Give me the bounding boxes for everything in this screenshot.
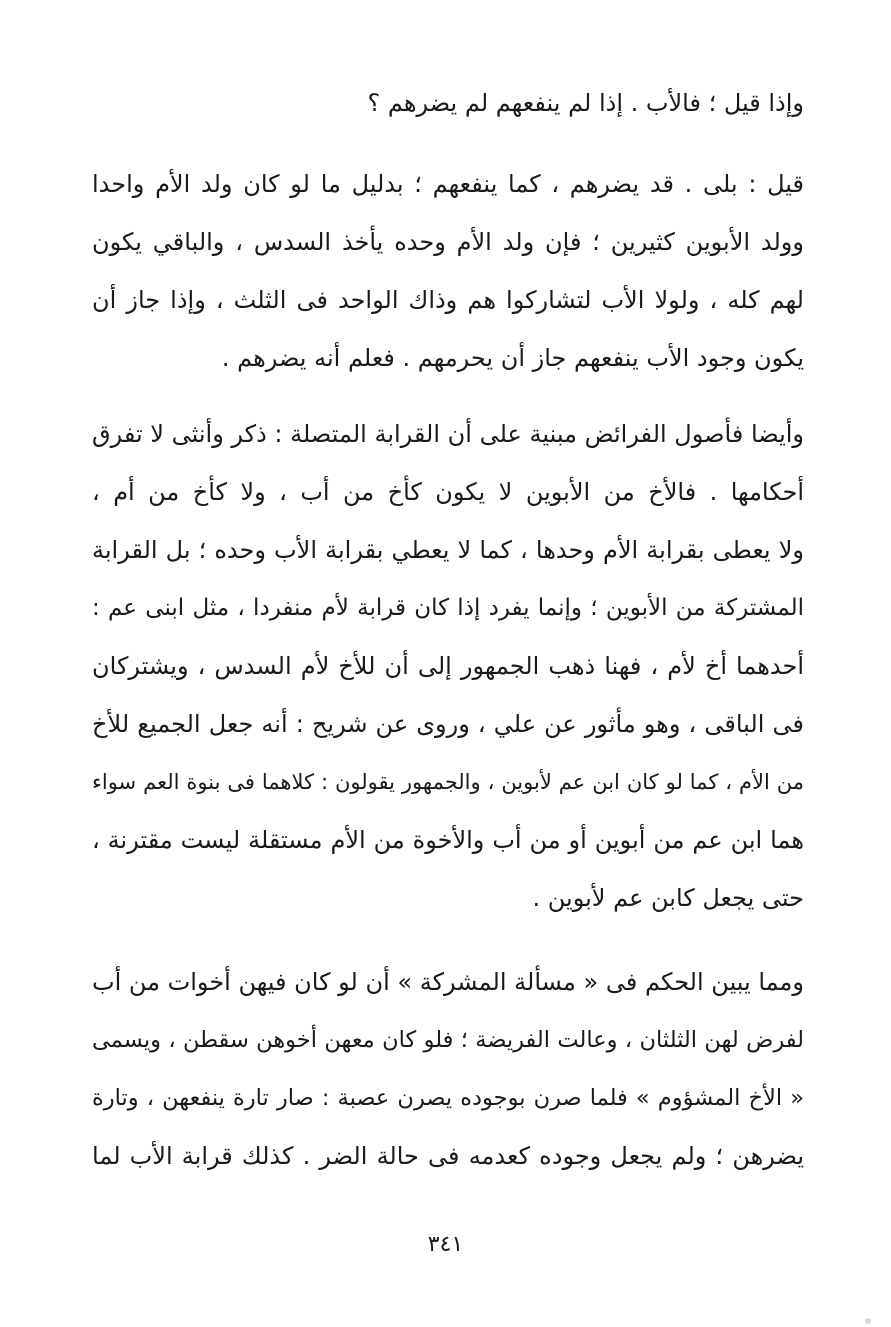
text-line: وإذا قيل ؛ فالأب . إذا لم ينفعهم لم يضرهم ؟ bbox=[367, 89, 804, 117]
text-line: يضرهن ؛ ولم يجعل وجوده كعدمه فى حالة الضر . كذلك قرابة الأب لما bbox=[92, 1142, 804, 1170]
scan-speck bbox=[865, 1318, 871, 1324]
text-line: « الأخ المشؤوم » فلما صرن بوجوده يصرن عصبة : صار تارة ينفعهن ، وتارة bbox=[92, 1085, 804, 1111]
text-line: وأيضا فأصول الفرائض مبنية على أن القرابة المتصلة : ذكر وأنثى لا تفرق bbox=[91, 420, 804, 448]
text-line: حتى يجعل كابن عم لأبوين . bbox=[532, 884, 804, 912]
text-line: يكون وجود الأب ينفعهم جاز أن يحرمهم . فعلم أنه يضرهم . bbox=[221, 344, 804, 372]
text-line: وولد الأبوين كثيرين ؛ فإن ولد الأم وحده يأخذ السدس ، والباقي يكون bbox=[92, 228, 804, 256]
text-line: أحدهما أخ لأم ، فهنا ذهب الجمهور إلى أن للأخ لأم السدس ، ويشتركان bbox=[92, 652, 804, 680]
text-line: ومما يبين الحكم فى « مسألة المشركة » أن لو كان فيهن أخوات من أب bbox=[92, 968, 804, 996]
text-line: فى الباقى ، وهو مأثور عن علي ، وروى عن شريح : أنه جعل الجميع للأخ bbox=[92, 710, 804, 738]
text-line: لهم كله ، ولولا الأب لتشاركوا هم وذاك الواحد فى الثلث ، وإذا جاز أن bbox=[92, 286, 804, 314]
paragraph-2 bbox=[92, 155, 804, 387]
text-line: قيل : بلى . قد يضرهم ، كما ينفعهم ؛ بدليل ما لو كان ولد الأم واحدا bbox=[92, 170, 804, 198]
page-number: ٣٤١ bbox=[427, 1232, 464, 1257]
text-line: المشتركة من الأبوين ؛ وإنما يفرد إذا كان قرابة لأم منفردا ، مثل ابنى عم : bbox=[92, 595, 804, 621]
text-line: من الأم ، كما لو كان ابن عم لأبوين ، والجمهور يقولون : كلاهما فى بنوة العم سواء bbox=[92, 770, 804, 794]
text-line: هما ابن عم من أبوين أو من أب والأخوة من الأم مستقلة ليست مقترنة ، bbox=[92, 826, 804, 854]
paragraph-3 bbox=[92, 405, 804, 927]
text-line: ولا يعطى بقرابة الأم وحدها ، كما لا يعطي بقرابة الأب وحده ؛ بل القرابة bbox=[92, 536, 804, 564]
paragraph-4 bbox=[92, 953, 804, 1185]
text-line: لفرض لهن الثلثان ، وعالت الفريضة ؛ فلو كان معهن أخوهن سقطن ، ويسمى bbox=[92, 1027, 804, 1053]
text-line: أحكامها . فالأخ من الأبوين لا يكون كأخ من أب ، ولا كأخ من أم ، bbox=[92, 478, 804, 506]
paragraph-1 bbox=[92, 74, 804, 132]
